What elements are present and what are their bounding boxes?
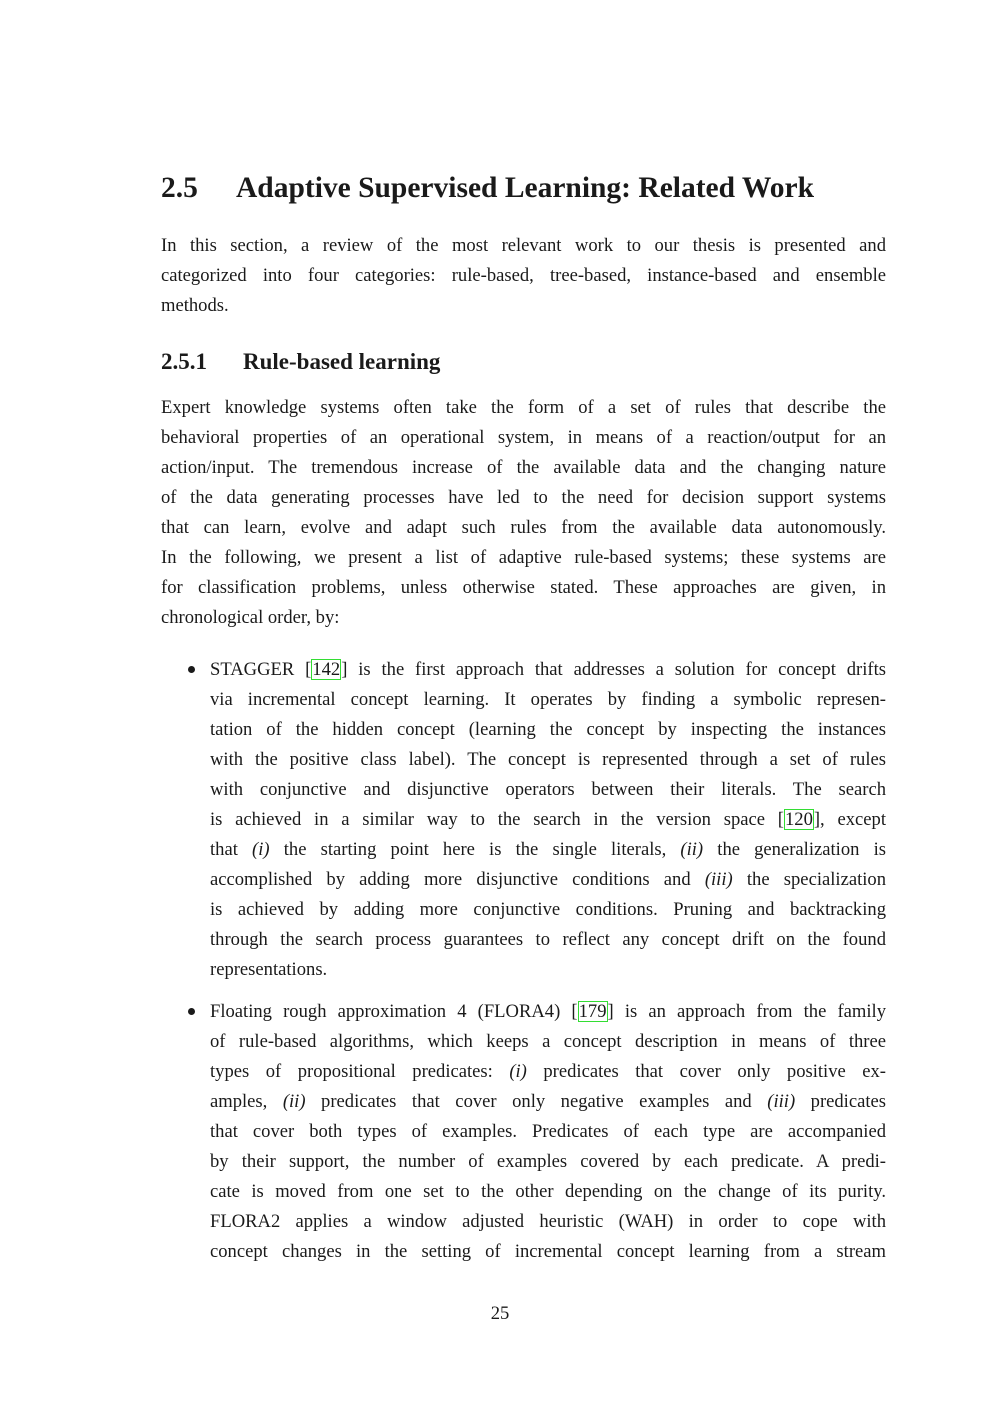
text-line xyxy=(210,805,886,835)
text-line xyxy=(210,997,886,1027)
bullet-item-flora4 xyxy=(210,997,886,1267)
text-line xyxy=(210,1237,886,1267)
text-run: Expert knowledge systems often take the form of a set of rules that describe the xyxy=(161,397,886,418)
text-line xyxy=(210,1057,886,1087)
italic-enumerator: (i) xyxy=(509,1061,527,1082)
text-line xyxy=(210,1027,886,1057)
citation-link[interactable]: 120 xyxy=(784,809,813,830)
text-line xyxy=(161,573,886,603)
text-run: by their support, the number of examples covered by each predicate. A predi- xyxy=(210,1151,886,1172)
text-line xyxy=(161,291,886,321)
text-run: methods. xyxy=(161,295,229,316)
text-run: Floating rough approximation 4 (FLORA4) [ xyxy=(210,1001,578,1022)
text-run: FLORA2 applies a window adjusted heuristic (WAH) in order to cope with xyxy=(210,1211,886,1232)
text-run: tation of the hidden concept (learning the concept by inspecting the instances xyxy=(210,719,886,740)
subsection-title: Rule-based learning xyxy=(243,349,441,374)
text-run: the generalization is xyxy=(703,839,886,860)
text-run: is achieved by adding more conjunctive conditions. Pruning and backtracking xyxy=(210,899,886,920)
text-line xyxy=(210,1207,886,1237)
text-run: the starting point here is the single literals, xyxy=(269,839,681,860)
subsection-number: 2.5.1 xyxy=(161,349,207,374)
text-run: concept changes in the setting of incremental concept learning from a stream xyxy=(210,1241,886,1262)
italic-enumerator: (iii) xyxy=(767,1091,796,1112)
text-line xyxy=(210,715,886,745)
text-run: predicates xyxy=(795,1091,887,1112)
text-run: categorized into four categories: rule-based, tree-based, instance-based and ensemble xyxy=(161,265,886,286)
text-line xyxy=(161,603,886,633)
italic-enumerator: (ii) xyxy=(282,1091,306,1112)
text-line xyxy=(210,655,886,685)
text-run: In this section, a review of the most relevant work to our thesis is presented and xyxy=(161,235,886,256)
text-run: ] is an approach from the family xyxy=(607,1001,886,1022)
text-run: the specialization xyxy=(732,869,886,890)
text-run: through the search process guarantees to reflect any concept drift on the found xyxy=(210,929,886,950)
text-run: that cover both types of examples. Predicates of each type are accompanied xyxy=(210,1121,886,1142)
text-run: with conjunctive and disjunctive operators between their literals. The search xyxy=(210,779,886,800)
text-line xyxy=(210,865,886,895)
text-run: ] is the first approach that addresses a solution for concept drifts xyxy=(341,659,886,680)
text-line xyxy=(210,895,886,925)
page-number: 25 xyxy=(490,1303,510,1324)
text-run: of rule-based algorithms, which keeps a concept description in means of three xyxy=(210,1031,886,1052)
text-run: accomplished by adding more disjunctive conditions and xyxy=(210,869,705,890)
text-run: action/input. The tremendous increase of the available data and the changing nature xyxy=(161,457,886,478)
text-run: of the data generating processes have led to the need for decision support systems xyxy=(161,487,886,508)
text-line xyxy=(210,835,886,865)
section-title: Adaptive Supervised Learning: Related Work xyxy=(236,172,815,204)
citation-link[interactable]: 179 xyxy=(578,1001,607,1022)
text-line xyxy=(210,685,886,715)
text-run: with the positive class label). The concept is represented through a set of rules xyxy=(210,749,886,770)
text-line xyxy=(210,775,886,805)
citation-link[interactable]: 142 xyxy=(312,659,341,680)
italic-enumerator: (iii) xyxy=(704,869,733,890)
text-run: predicates that cover only negative examples and xyxy=(305,1091,768,1112)
text-run: amples, xyxy=(210,1091,283,1112)
text-run: via incremental concept learning. It operates by finding a symbolic represen- xyxy=(210,689,886,710)
text-run: chronological order, by: xyxy=(161,607,340,628)
text-run: behavioral properties of an operational system, in means of a reaction/output for an xyxy=(161,427,886,448)
text-run: cate is moved from one set to the other depending on the change of its purity. xyxy=(210,1181,886,1202)
text-line xyxy=(161,423,886,453)
text-run: that xyxy=(210,839,253,860)
text-line xyxy=(161,261,886,291)
bullet-item-stagger xyxy=(210,655,886,985)
text-line xyxy=(210,1117,886,1147)
text-run: ], except xyxy=(813,809,886,830)
text-run: that can learn, evolve and adapt such rules from the available data autonomously. xyxy=(161,517,886,538)
text-line xyxy=(161,483,886,513)
text-line xyxy=(161,513,886,543)
text-line xyxy=(210,1147,886,1177)
text-run: representations. xyxy=(210,959,328,980)
italic-enumerator: (i) xyxy=(252,839,270,860)
text-line xyxy=(161,393,886,423)
italic-enumerator: (ii) xyxy=(680,839,704,860)
text-line xyxy=(210,925,886,955)
bullet-icon xyxy=(188,666,195,673)
text-line xyxy=(210,745,886,775)
text-run: STAGGER [ xyxy=(210,659,312,680)
text-line xyxy=(210,1177,886,1207)
text-line xyxy=(161,231,886,261)
section-heading xyxy=(161,172,901,205)
text-run: predicates that cover only positive ex- xyxy=(526,1061,886,1082)
text-run: In the following, we present a list of adaptive rule-based systems; these systems are xyxy=(161,547,886,568)
section-number: 2.5 xyxy=(161,172,198,204)
text-line xyxy=(161,453,886,483)
body-paragraph xyxy=(161,393,886,633)
subsection-heading xyxy=(161,349,440,375)
intro-paragraph xyxy=(161,231,886,321)
text-run: types of propositional predicates: xyxy=(210,1061,510,1082)
text-run: is achieved in a similar way to the search in the version space [ xyxy=(210,809,784,830)
text-line xyxy=(210,955,886,985)
text-line xyxy=(161,543,886,573)
text-run: for classification problems, unless otherwise stated. These approaches are given, in xyxy=(161,577,886,598)
text-line xyxy=(210,1087,886,1117)
bullet-icon xyxy=(188,1008,195,1015)
